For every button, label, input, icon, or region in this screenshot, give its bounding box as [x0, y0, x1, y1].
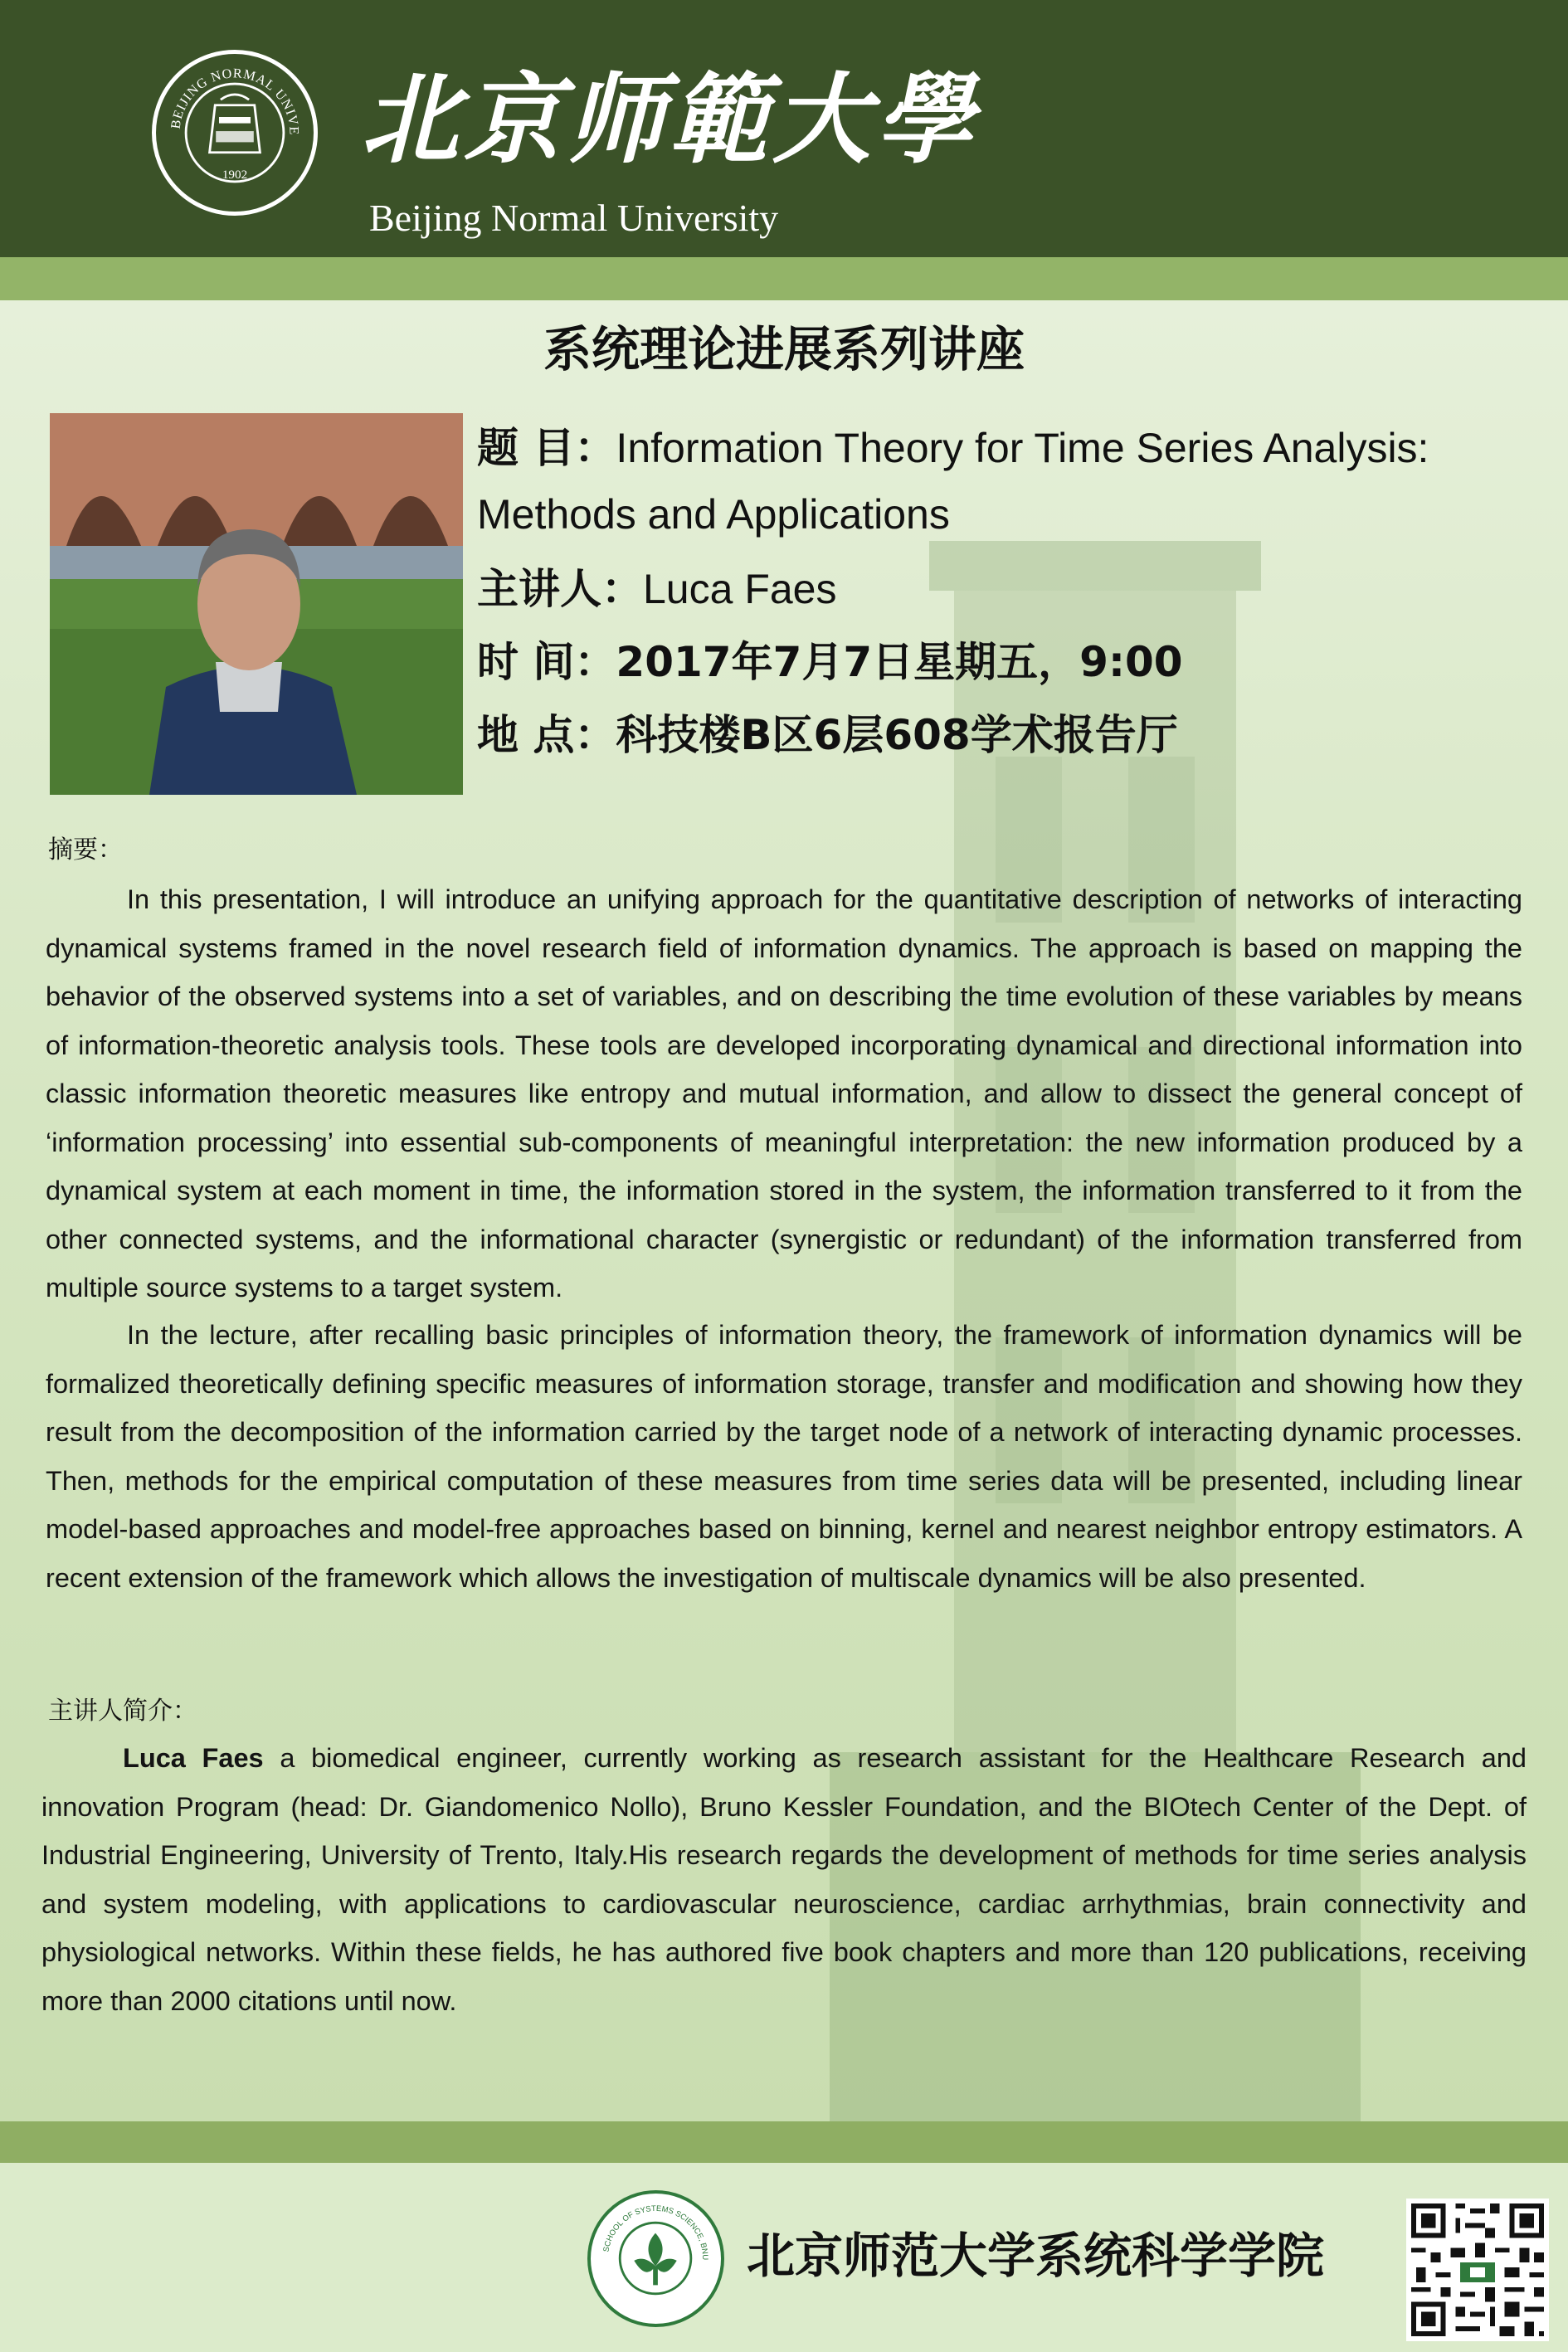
footer-accent-band	[0, 2121, 1568, 2163]
speaker-label: 主讲人：	[477, 565, 643, 613]
qr-code-icon	[1406, 2199, 1549, 2341]
speaker-name: Luca Faes	[643, 566, 837, 612]
bio-text: a biomedical engineer, currently working as research assistant for the Healthcare Research and innovation Program (head: Dr. Giandomenico Nollo), Bruno Kessler Foundation, and the BIOtech Center of the Dept. of Industrial Engineering, University of Trento, Italy.His research regards the development of methods for time series analysis and system modeling, with applications to cardiovascular neuroscience, cardiac arrhythmias, brain connectivity and physiological networks. Within these fields, he has authored five book chapters and more than 120 publications, receiving more than 2000 citations until now.	[41, 1743, 1527, 2016]
bio-paragraph	[41, 1734, 1527, 2025]
title-label: 题 目：	[477, 424, 616, 472]
place-row	[477, 711, 1178, 759]
talk-title-line1: Information Theory for Time Series Analysis:	[616, 425, 1429, 471]
talk-title-line2: Methods and Applications	[477, 491, 950, 538]
abstract-heading: 摘要：	[48, 835, 123, 864]
talk-place: 科技楼B区6层608学术报告厅	[616, 711, 1178, 759]
school-name: 北京师范大学系统科学学院	[747, 2228, 1325, 2284]
bio-speaker-name: Luca Faes	[123, 1743, 264, 1773]
time-label: 时 间：	[477, 638, 616, 686]
time-row	[477, 638, 1183, 686]
abstract-paragraph-2: In the lecture, after recalling basic principles of information theory, the framework of information dynamics will be formalized theoretically defining specific measures of information storage, transfer and modification and showing how they result from the decomposition of the information carried by the target node of a network of interacting dynamic processes. Then, methods for the empirical computation of these measures from time series data will be presented, including linear model-based approaches and model-free approaches based on binning, kernel and nearest neighbor entropy estimators. A recent extension of the framework which allows the investigation of multiscale dynamics will be also presented.	[46, 1320, 1522, 1593]
school-logo-icon	[587, 2190, 724, 2327]
university-seal-icon	[152, 50, 318, 216]
lecture-series-title: 系统理论进展系列讲座	[543, 321, 1025, 377]
speaker-photo	[50, 413, 463, 795]
university-name-english: Beijing Normal University	[369, 197, 779, 239]
talk-title-row	[477, 424, 1429, 472]
speaker-row	[477, 565, 837, 613]
bio-heading: 主讲人简介：	[48, 1697, 197, 1726]
abstract-paragraph-1: In this presentation, I will introduce an unifying approach for the quantitative description of networks of interacting dynamical systems framed in the novel research field of information dynamics. The approach is based on mapping the behavior of the observed systems into a set of variables, and on describing the time evolution of these variables by means of information-theoretic analysis tools. These tools are developed incorporating dynamical and directional information into classic information theoretic measures like entropy and mutual information, and allow to dissect the general concept of ‘information processing’ into essential sub-components of meaningful interpretation: the new information produced by a dynamical system at each moment in time, the information stored in the system, the information transferred to it from the other connected systems, and the informational character (synergistic or redundant) of the information transferred from multiple source systems to a target system.	[46, 884, 1522, 1303]
talk-title-row-2	[477, 491, 950, 538]
seal-ring-text: BEIJING NORMAL UNIVE	[168, 66, 301, 136]
seal-year: 1902	[222, 168, 248, 183]
place-label: 地 点：	[477, 711, 616, 759]
university-name-chinese: 北京师範大學	[361, 61, 979, 177]
school-logo-ring-text: SCHOOL OF SYSTEMS SCIENCE, BNU	[601, 2203, 710, 2261]
talk-time: 2017年7月7日星期五，9:00	[616, 638, 1183, 686]
header-accent-band	[0, 257, 1568, 300]
